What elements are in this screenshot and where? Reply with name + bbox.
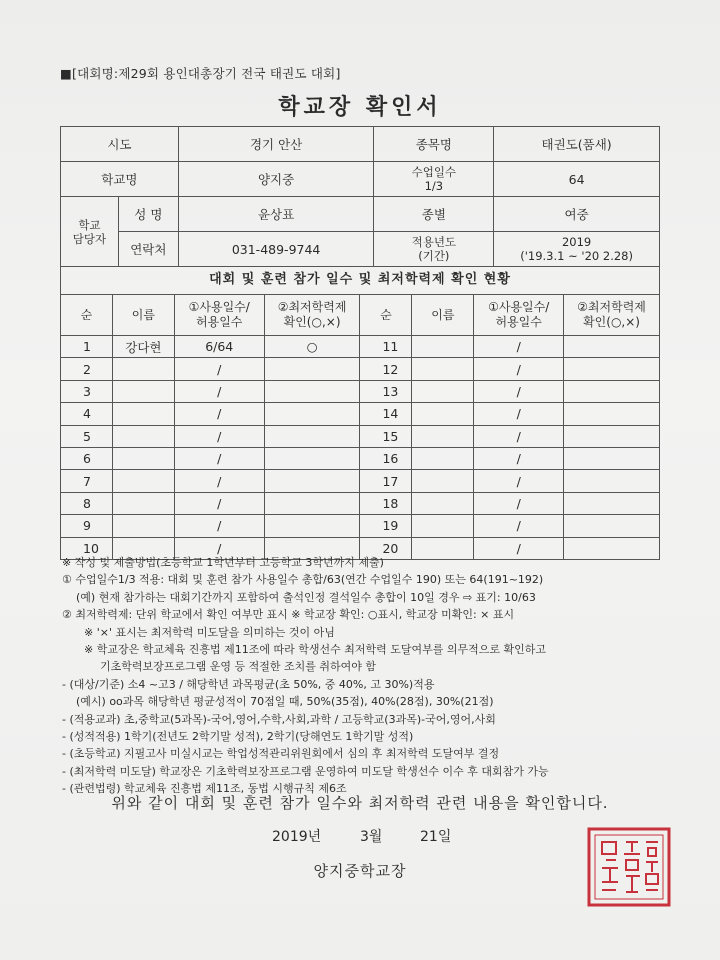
cell-days: / (174, 470, 264, 492)
cell-days: / (174, 537, 264, 559)
header-name: 이름 (112, 295, 174, 336)
cell-no: 1 (61, 336, 113, 358)
sido-label: 시도 (61, 127, 179, 162)
info-table (60, 126, 660, 267)
header-name-right: 이름 (412, 295, 474, 336)
days-label-line1: 수업일수 (411, 165, 457, 179)
contact-label: 연락처 (118, 232, 178, 267)
note-line: ① 수업일수1/3 적용: 대회 및 훈련 참가 사용일수 총합/63(연간 수업일수 190) 또는 64(191~192) (62, 573, 544, 587)
header-no: 순 (61, 295, 113, 336)
sido-value: 경기 안산 (178, 127, 374, 162)
cell-days: / (174, 403, 264, 425)
cell-min (564, 425, 660, 447)
cell-days: / (174, 358, 264, 380)
table-row (61, 515, 660, 537)
cell-min (564, 336, 660, 358)
cell-min (264, 380, 360, 402)
manager-label (61, 197, 119, 267)
cell-name (412, 425, 474, 447)
cell-days: 6/64 (174, 336, 264, 358)
cell-min (564, 403, 660, 425)
header-min-right-line1: ②최저학력제 (577, 300, 646, 314)
cell-days: / (174, 447, 264, 469)
cell-days: / (174, 515, 264, 537)
date-day: 21일 (420, 829, 452, 845)
note-line: ※ 학교장은 학교체육 진흥법 제11조에 따라 학생선수 최저학력 도달여부를 의무적으로 확인하고 (84, 643, 546, 657)
cell-no: 5 (61, 425, 113, 447)
cell-name (412, 358, 474, 380)
cell-no: 12 (360, 358, 412, 380)
school-seal-icon (586, 826, 672, 908)
school-label: 학교명 (61, 162, 179, 197)
year-value (494, 232, 660, 267)
cell-no: 6 (61, 447, 113, 469)
days-label (374, 162, 494, 197)
table-header-row (61, 295, 660, 336)
cell-days: / (474, 403, 564, 425)
participation-table (60, 294, 660, 560)
cell-days: / (474, 447, 564, 469)
note-line: - (관련법령) 학교체육 진흥법 제11조, 동법 시행규칙 제6조 (62, 782, 347, 796)
year-value-line2: ('19.3.1 ~ '20 2.28) (520, 249, 633, 263)
cell-min (564, 492, 660, 514)
cell-name (412, 492, 474, 514)
name-value: 윤상표 (178, 197, 374, 232)
manager-label-line2: 담당자 (72, 231, 107, 246)
cell-no: 13 (360, 380, 412, 402)
header-days-right-line2: 허용일수 (495, 315, 542, 329)
note-line: - (초등학교) 지필고사 미실시교는 학업성적관리위원회에서 심의 후 최저학력 도달여부 결정 (62, 747, 500, 761)
cell-min (264, 515, 360, 537)
note-line: - (성적적용) 1학기(전년도 2학기말 성적), 2학기(당해연도 1학기말 성적) (62, 730, 414, 744)
days-label-line2: 1/3 (424, 179, 444, 193)
note-line: ※ '×' 표시는 최저학력 미도달을 의미하는 것이 아님 (84, 625, 335, 639)
days-value: 64 (494, 162, 660, 197)
year-label-line2: (기간) (418, 249, 450, 263)
year-label (374, 232, 494, 267)
cell-min (264, 447, 360, 469)
cell-min: ○ (264, 336, 360, 358)
cell-name (112, 380, 174, 402)
table-row (61, 447, 660, 469)
cell-no: 17 (360, 470, 412, 492)
cell-no: 7 (61, 470, 113, 492)
header-days-line1: ①사용일수/ (188, 300, 250, 314)
cell-no: 18 (360, 492, 412, 514)
cell-days: / (174, 492, 264, 514)
page-title: 학교장 확인서 (278, 95, 442, 120)
header-days-right (474, 295, 564, 336)
date-month: 3월 (360, 829, 383, 845)
note-line: (예) 현재 참가하는 대회기간까지 포함하여 출석인정 결석일수 총합이 10일 경우 ⇨ 표기: 10/63 (76, 590, 536, 604)
cell-name (112, 403, 174, 425)
type-value: 여중 (494, 197, 660, 232)
cell-min (564, 470, 660, 492)
header-days-line2: 허용일수 (196, 315, 243, 329)
header-min-right-line2: 확인(○,×) (583, 315, 640, 329)
cell-days: / (174, 380, 264, 402)
note-line: - (적용교과) 초,중학교(5과목)-국어,영어,수학,사회,과학 / 고등학교(3과목)-국어,영어,사회 (62, 712, 496, 726)
cell-name (112, 358, 174, 380)
cell-no: 10 (61, 537, 113, 559)
cell-min (564, 515, 660, 537)
cell-name (112, 470, 174, 492)
cell-min (264, 470, 360, 492)
table-row (61, 403, 660, 425)
cell-name (412, 515, 474, 537)
header-min-right (564, 295, 660, 336)
name-label: 성 명 (118, 197, 178, 232)
cell-name (112, 515, 174, 537)
cell-days: / (474, 336, 564, 358)
table-body (61, 336, 660, 560)
header-days (174, 295, 264, 336)
cell-no: 9 (61, 515, 113, 537)
note-line: 기초학력보장프로그램 운영 등 적절한 조치를 취하여야 함 (100, 660, 377, 674)
note-line: - (대상/기준) 소4 ~고3 / 해당학년 과목평균(초 50%, 중 40%, 고 30%)적용 (62, 677, 435, 691)
cell-no: 3 (61, 380, 113, 402)
cell-name (412, 447, 474, 469)
cell-days: / (474, 380, 564, 402)
header-days-right-line1: ①사용일수/ (488, 300, 550, 314)
notes (62, 554, 682, 798)
cell-name (412, 403, 474, 425)
cell-no: 15 (360, 425, 412, 447)
cell-no: 2 (61, 358, 113, 380)
cell-no: 19 (360, 515, 412, 537)
principal-name: 양지중학교장 (313, 862, 407, 880)
cell-min (264, 425, 360, 447)
table-row (61, 470, 660, 492)
cell-days: / (474, 470, 564, 492)
table-row (61, 358, 660, 380)
note-line: ② 최저학력제: 단위 학교에서 확인 여부만 표시 ※ 학교장 확인: ○표시, 학교장 미확인: × 표시 (62, 608, 515, 622)
cell-no: 16 (360, 447, 412, 469)
cell-no: 11 (360, 336, 412, 358)
cell-days: / (474, 537, 564, 559)
cell-name (412, 470, 474, 492)
cell-min (264, 358, 360, 380)
cell-no: 20 (360, 537, 412, 559)
confirm-text: 위와 같이 대회 및 훈련 참가 일수와 최저학력 관련 내용을 확인합니다. (111, 794, 609, 812)
note-line: (예시) oo과목 해당학년 평균성적이 70점일 때, 50%(35점), 40%(28점), 30%(21점) (76, 695, 494, 709)
cell-min (264, 403, 360, 425)
cell-name (112, 447, 174, 469)
cell-name (112, 425, 174, 447)
cell-days: / (474, 358, 564, 380)
year-label-line1: 적용년도 (411, 235, 457, 249)
table-row (61, 492, 660, 514)
cell-name: 강다현 (112, 336, 174, 358)
table-row (61, 425, 660, 447)
header-min (264, 295, 360, 336)
cell-name (112, 492, 174, 514)
cell-min (564, 380, 660, 402)
cell-min (264, 492, 360, 514)
header-min-line2: 확인(○,×) (283, 315, 341, 329)
header-min-line1: ②최저학력제 (277, 300, 347, 314)
cell-no: 4 (61, 403, 113, 425)
note-line: - (최저학력 미도달) 학교장은 기초학력보장프로그램 운영하여 미도달 학생선수 이수 후 대회참가 가능 (62, 764, 549, 778)
type-label: 종별 (374, 197, 494, 232)
cell-days: / (174, 425, 264, 447)
cell-days: / (474, 492, 564, 514)
cell-name (412, 380, 474, 402)
cell-no: 8 (61, 492, 113, 514)
event-label: 종목명 (374, 127, 494, 162)
cell-days: / (474, 515, 564, 537)
note-line: ※ 작성 및 제출방법(초등학교 1학년부터 고등학교 3학년까지 제출) (62, 556, 384, 569)
header-no-right: 순 (360, 295, 412, 336)
table-row (61, 336, 660, 358)
manager-label-line1: 학교 (78, 217, 101, 232)
cell-name (412, 336, 474, 358)
table-row (61, 380, 660, 402)
cell-days: / (474, 425, 564, 447)
contact-value: 031-489-9744 (178, 232, 374, 267)
section-title: 대회 및 훈련 참가 일수 및 최저학력제 확인 현황 (60, 266, 660, 294)
cell-no: 14 (360, 403, 412, 425)
cell-min (564, 358, 660, 380)
year-value-line1: 2019 (561, 235, 592, 249)
school-value: 양지중 (178, 162, 374, 197)
event-value: 태권도(품새) (494, 127, 660, 162)
date-year: 2019년 (272, 829, 322, 845)
cell-min (564, 447, 660, 469)
event-name: ■[대회명:제29회 용인대총장기 전국 태권도 대회] (60, 66, 341, 81)
